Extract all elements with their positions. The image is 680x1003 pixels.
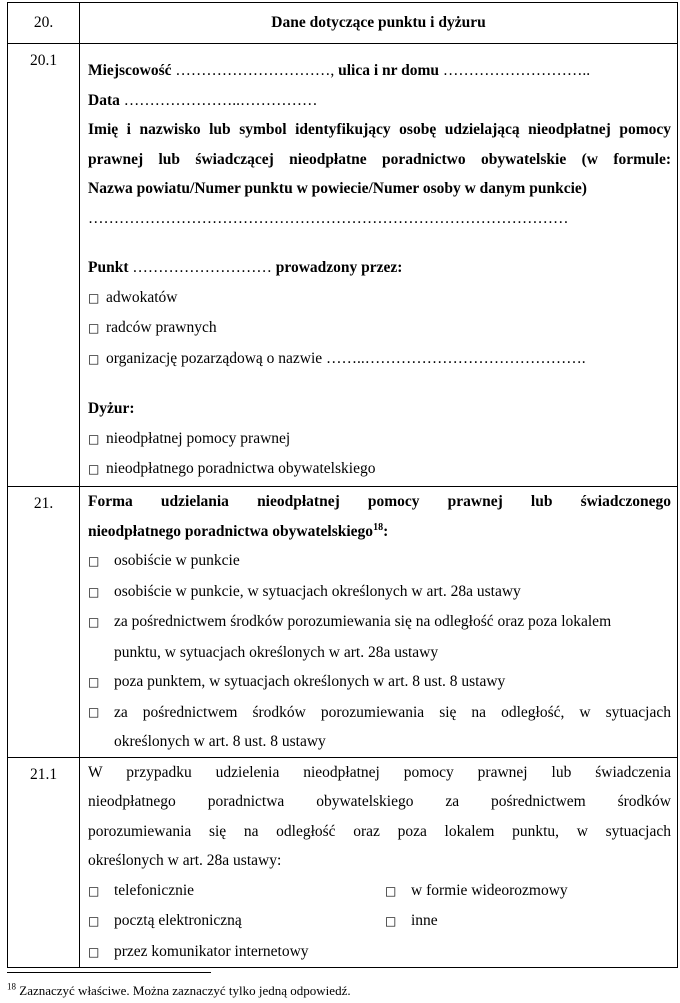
footnote-number: 18 [7,981,16,992]
form-title-line-2: nieodpłatnego poradnictwa obywatelskiego$^{18}$: [88,521,389,540]
option-phone [88,876,385,907]
option-remote-28a [88,607,671,638]
checkbox-civic-counselling[interactable]: □ [88,462,100,476]
checkbox-email[interactable]: □ [88,914,100,928]
section-number: 20. [8,3,80,44]
section-21-1-body [80,758,677,968]
duty-option-civic-counselling [88,454,671,485]
option-label: inne [411,912,438,929]
option-video [385,876,568,907]
duty-option-legal-aid [88,424,671,455]
option-label: za pośrednictwem środków porozumiewania się na odległość, w sytuacjach [114,703,671,721]
option-remote-art8-cont: określonych w art. 8 ust. 8 ustawy [114,733,326,750]
option-remote-28a-cont: punktu, w sytuacjach określonych w art. 28a ustawy [114,643,439,661]
street-dots: ……………………….. [439,62,591,79]
section-20-1-body [80,44,677,485]
remote-text-line-4: określonych w art. 28a ustawy: [88,852,282,869]
section-title: Dane dotyczące punktu i dyżuru [80,3,678,44]
option-label: radców prawnych [106,319,217,336]
remote-options-left [88,876,385,968]
option-in-person [88,546,671,577]
person-label-line-2: prawnej lub świadczącej nieodpłatne poradnictwo obywatelskie (w formule: [88,150,671,168]
section-21-row [8,487,678,758]
duty-label: Dyżur: [88,400,135,417]
remote-text-line-2: nieodpłatnego poradnictwa obywatelskiego za pośrednictwem środków [88,793,671,810]
footnote-ref: 18 [373,521,384,533]
option-ngo [88,344,671,375]
section-21-1-row [8,757,678,968]
section-number: 21.1 [29,765,58,783]
checkbox-other[interactable]: □ [385,914,397,928]
option-label: pocztą elektroniczną [114,912,242,929]
checkbox-remote-28a[interactable]: □ [88,615,100,629]
section-21-body [80,487,677,757]
remote-channel-options [88,876,671,968]
person-dots: ………………………………………………………………………………… [88,209,569,227]
checkbox-messenger[interactable]: □ [88,944,100,959]
option-label: osobiście w punkcie, w sytuacjach określonych w art. 28a ustawy [114,582,521,600]
checkbox-ngo[interactable]: □ [88,351,100,366]
point-label: Punkt [88,259,129,276]
footnote-divider [7,972,211,973]
option-other [385,906,568,937]
remote-text-line-1: W przypadku udzielenia nieodpłatnej pomocy prawnej lub świadczenia [88,763,671,781]
option-label: osobiście w punkcie [114,552,240,569]
option-label: przez komunikator internetowy [114,942,309,960]
remote-options-right [385,876,568,968]
form-title-line-1: Forma udzielania nieodpłatnej pomocy prawnej lub świadczonego [88,493,671,510]
checkbox-advocates[interactable]: □ [88,290,100,305]
date-line [88,86,671,116]
option-label: w formie wideorozmowy [411,881,568,899]
header-row [8,3,678,44]
checkbox-outside-point[interactable]: □ [88,675,100,689]
section-number: 20.1 [29,52,58,69]
run-by-label: prowadzony przez: [275,259,403,276]
option-in-person-28a [88,577,671,608]
checkbox-legal-aid[interactable]: □ [88,431,100,446]
checkbox-phone[interactable]: □ [88,883,100,898]
option-outside-point [88,667,671,698]
form-table [7,2,678,968]
option-label: za pośrednictwem środków porozumiewania się na odległość oraz poza lokalem [114,613,612,630]
date-label: Data [88,91,120,109]
option-legal-advisers [88,313,671,344]
section-number: 21. [33,495,54,512]
footnote-text: Zaznaczyć właściwe. Można zaznaczyć tylko jedną odpowiedź. [16,983,351,998]
remote-text-line-3: porozumiewania się na odległość oraz poza lokalem punktu, w sytuacjach [88,822,671,840]
footnote [7,983,351,999]
checkbox-video[interactable]: □ [385,883,397,898]
checkbox-in-person-28a[interactable]: □ [88,584,100,599]
option-label: telefonicznie [114,881,195,899]
section-20-1-row [8,44,678,487]
option-label: nieodpłatnej pomocy prawnej [106,429,291,447]
option-remote-art8 [88,698,671,728]
point-line [88,253,671,283]
street-label: ulica i nr domu [338,62,440,79]
checkbox-remote-art8[interactable]: □ [88,704,100,719]
location-dots: …………………………, [171,62,339,79]
point-dots: ……………………… [128,259,276,276]
person-label-line-3: Nazwa powiatu/Numer punktu w powiecie/Numer osoby w danym punkcie) [88,180,587,197]
option-label: organizację pozarządową o nazwie ……..……………………………………. [106,349,586,367]
checkbox-legal-advisers[interactable]: □ [88,321,100,335]
option-label: nieodpłatnego poradnictwa obywatelskiego [106,460,376,477]
option-email [88,906,385,937]
person-label-line-1: Imię i nazwisko lub symbol identyfikujący osobę udzielającą nieodpłatnej pomocy [88,121,671,138]
date-dots: …………………..…………… [119,91,318,109]
option-messenger [88,937,385,968]
location-label: Miejscowość [88,62,172,79]
option-label: adwokatów [106,288,178,306]
option-advocates [88,283,671,314]
form-title-text: nieodpłatnego poradnictwa obywatelskiego [88,522,374,540]
option-label: poza punktem, w sytuacjach określonych w art. 8 ust. 8 ustawy [114,673,506,690]
checkbox-in-person[interactable]: □ [88,554,100,568]
location-line [88,56,671,86]
